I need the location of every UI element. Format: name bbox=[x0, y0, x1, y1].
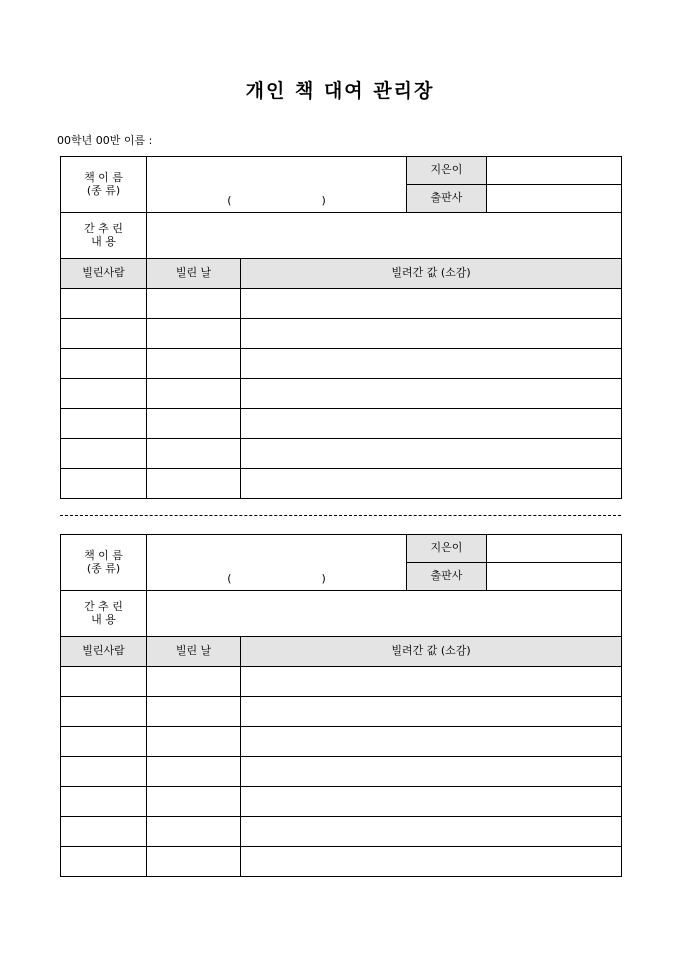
review-cell[interactable] bbox=[241, 847, 622, 877]
author-input[interactable] bbox=[487, 157, 622, 185]
table-row bbox=[61, 379, 622, 409]
genre-open-paren: ( bbox=[227, 193, 232, 207]
table-row bbox=[61, 319, 622, 349]
table-row bbox=[61, 439, 622, 469]
borrow-date-cell[interactable] bbox=[147, 379, 241, 409]
review-cell[interactable] bbox=[241, 757, 622, 787]
borrower-cell[interactable] bbox=[61, 787, 147, 817]
col-header-borrow-date: 빌린 날 bbox=[147, 637, 241, 667]
borrow-date-cell[interactable] bbox=[147, 757, 241, 787]
review-cell[interactable] bbox=[241, 349, 622, 379]
borrower-cell[interactable] bbox=[61, 817, 147, 847]
borrow-date-cell[interactable] bbox=[147, 319, 241, 349]
borrow-date-cell[interactable] bbox=[147, 787, 241, 817]
borrower-cell[interactable] bbox=[61, 439, 147, 469]
book-title-label: 책 이 름 (종 류) bbox=[61, 157, 147, 213]
publisher-label: 출판사 bbox=[407, 563, 487, 591]
review-cell[interactable] bbox=[241, 667, 622, 697]
review-cell[interactable] bbox=[241, 289, 622, 319]
borrow-date-cell[interactable] bbox=[147, 349, 241, 379]
borrow-date-cell[interactable] bbox=[147, 697, 241, 727]
borrow-date-cell[interactable] bbox=[147, 409, 241, 439]
cut-line-divider bbox=[60, 515, 621, 516]
col-header-value-review: 빌려간 값 (소감) bbox=[241, 637, 622, 667]
borrow-date-cell[interactable] bbox=[147, 847, 241, 877]
borrower-cell[interactable] bbox=[61, 757, 147, 787]
table-row bbox=[61, 667, 622, 697]
borrow-date-cell[interactable] bbox=[147, 439, 241, 469]
borrow-date-cell[interactable] bbox=[147, 817, 241, 847]
publisher-input[interactable] bbox=[487, 185, 622, 213]
review-cell[interactable] bbox=[241, 697, 622, 727]
review-cell[interactable] bbox=[241, 469, 622, 499]
book-title-input[interactable] bbox=[147, 157, 407, 213]
table-row bbox=[61, 727, 622, 757]
genre-close-paren: ) bbox=[321, 193, 326, 207]
borrow-date-cell[interactable] bbox=[147, 727, 241, 757]
summary-input[interactable] bbox=[147, 591, 622, 637]
review-cell[interactable] bbox=[241, 319, 622, 349]
page-title: 개인 책 대여 관리장 bbox=[245, 80, 435, 102]
borrow-date-cell[interactable] bbox=[147, 469, 241, 499]
table-row bbox=[61, 757, 622, 787]
borrow-date-cell[interactable] bbox=[147, 289, 241, 319]
summary-label: 간 추 린 내 용 bbox=[61, 213, 147, 259]
book-title-label: 책 이 름 (종 류) bbox=[61, 535, 147, 591]
table-row bbox=[61, 817, 622, 847]
borrower-cell[interactable] bbox=[61, 727, 147, 757]
table-row bbox=[61, 349, 622, 379]
borrower-cell[interactable] bbox=[61, 667, 147, 697]
review-cell[interactable] bbox=[241, 787, 622, 817]
author-label: 지은이 bbox=[407, 535, 487, 563]
table-row bbox=[61, 847, 622, 877]
col-header-borrower: 빌린사람 bbox=[61, 259, 147, 289]
borrower-cell[interactable] bbox=[61, 349, 147, 379]
author-label: 지은이 bbox=[407, 157, 487, 185]
borrower-cell[interactable] bbox=[61, 289, 147, 319]
table-row bbox=[61, 469, 622, 499]
table-row bbox=[61, 697, 622, 727]
genre-close-paren: ) bbox=[321, 571, 326, 585]
rental-ledger-2 bbox=[60, 534, 622, 877]
col-header-borrow-date: 빌린 날 bbox=[147, 259, 241, 289]
borrower-cell[interactable] bbox=[61, 319, 147, 349]
summary-input[interactable] bbox=[147, 213, 622, 259]
col-header-borrower: 빌린사람 bbox=[61, 637, 147, 667]
review-cell[interactable] bbox=[241, 817, 622, 847]
borrower-cell[interactable] bbox=[61, 697, 147, 727]
review-cell[interactable] bbox=[241, 409, 622, 439]
table-row bbox=[61, 787, 622, 817]
publisher-input[interactable] bbox=[487, 563, 622, 591]
genre-open-paren: ( bbox=[227, 571, 232, 585]
borrower-cell[interactable] bbox=[61, 379, 147, 409]
summary-label: 간 추 린 내 용 bbox=[61, 591, 147, 637]
table-row bbox=[61, 289, 622, 319]
review-cell[interactable] bbox=[241, 439, 622, 469]
borrower-cell[interactable] bbox=[61, 469, 147, 499]
borrower-cell[interactable] bbox=[61, 409, 147, 439]
col-header-value-review: 빌려간 값 (소감) bbox=[241, 259, 622, 289]
review-cell[interactable] bbox=[241, 379, 622, 409]
borrower-cell[interactable] bbox=[61, 847, 147, 877]
book-title-input[interactable] bbox=[147, 535, 407, 591]
student-info-line: 00학년 00반 이름 : bbox=[57, 134, 153, 147]
table-row bbox=[61, 409, 622, 439]
publisher-label: 출판사 bbox=[407, 185, 487, 213]
author-input[interactable] bbox=[487, 535, 622, 563]
rental-ledger-1 bbox=[60, 156, 622, 499]
borrow-date-cell[interactable] bbox=[147, 667, 241, 697]
review-cell[interactable] bbox=[241, 727, 622, 757]
